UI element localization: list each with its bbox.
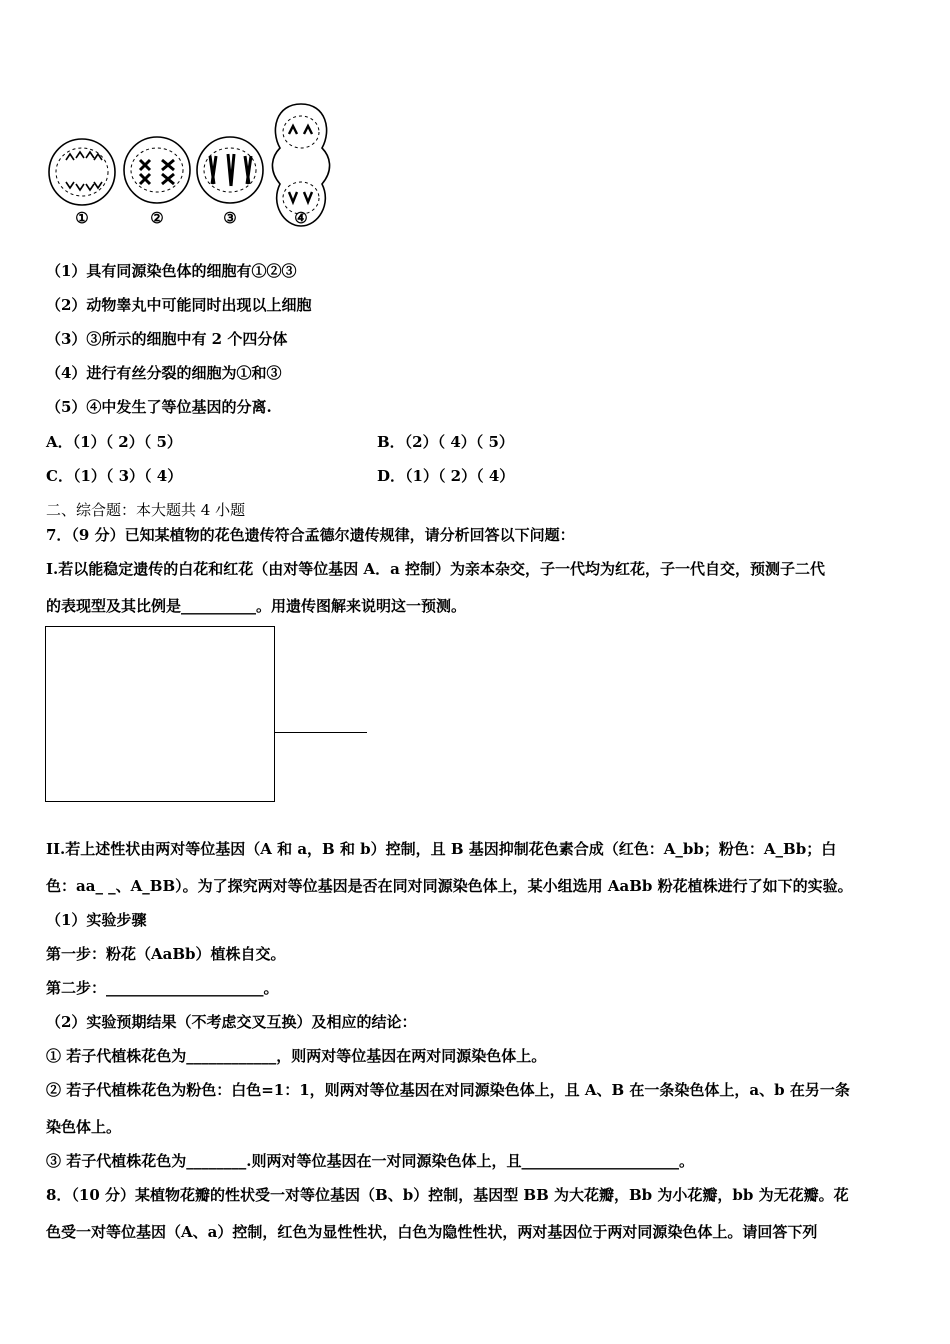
option-a[interactable]: A．（1）（ 2）（ 5） xyxy=(46,433,182,451)
statement-1: （1）具有同源染色体的细胞有①②③ xyxy=(46,262,297,280)
figure-label-1: ① xyxy=(75,209,89,227)
result-2-line1: ② 若子代植株花色为粉色：白色=1：1，则两对等位基因在对同源染色体上，且 A、B 在一条染色体上，a、b 在另一条 xyxy=(46,1081,850,1099)
cell-1 xyxy=(49,139,115,205)
step-2: 第二步：_____________________。 xyxy=(46,979,279,997)
result-2-line2: 染色体上。 xyxy=(46,1118,122,1136)
result-1: ① 若子代植株花色为____________，则两对等位基因在两对同源染色体上。 xyxy=(46,1047,547,1065)
option-d[interactable]: D．（1）（ 2）（ 4） xyxy=(377,467,515,485)
cell-4 xyxy=(272,104,329,226)
q8-line1: 8．（10 分）某植物花瓣的性状受一对等位基因（B、b）控制，基因型 BB 为大花瓣，Bb 为小花瓣，bb 为无花瓣。花 xyxy=(46,1186,849,1204)
cell-division-figure xyxy=(44,100,344,230)
cell-2 xyxy=(124,137,190,203)
statement-2: （2）动物睾丸中可能同时出现以上细胞 xyxy=(46,296,312,314)
option-c[interactable]: C．（1）（ 3）（ 4） xyxy=(46,467,183,485)
steps-heading: （1）实验步骤 xyxy=(46,911,147,929)
statement-4: （4）进行有丝分裂的细胞为①和③ xyxy=(46,364,282,382)
section-heading: 二、综合题：本大题共 4 小题 xyxy=(46,501,246,519)
cell-3 xyxy=(197,137,263,203)
q7-title: 7．（9 分）已知某植物的花色遗传符合孟德尔遗传规律，请分析回答以下问题： xyxy=(46,526,575,544)
option-b[interactable]: B．（2）（ 4）（ 5） xyxy=(377,433,514,451)
results-heading: （2）实验预期结果（不考虑交叉互换）及相应的结论： xyxy=(46,1013,417,1031)
figure-label-3: ③ xyxy=(223,209,237,227)
answer-line xyxy=(275,732,367,733)
statement-5: （5）④中发生了等位基因的分离. xyxy=(46,398,272,416)
q8-line2: 色受一对等位基因（A、a）控制，红色为显性性状，白色为隐性性状，两对基因位于两对同源染色体上。请回答下列 xyxy=(46,1223,818,1241)
q7-part2-line2: 色：aa_ _、A_BB）。为了探究两对等位基因是否在同对同源染色体上，某小组选用 AaBb 粉花植株进行了如下的实验。 xyxy=(46,877,853,895)
answer-box[interactable] xyxy=(45,626,275,802)
statement-3: （3）③所示的细胞中有 2 个四分体 xyxy=(46,330,288,348)
q7-part1-line2: 的表现型及其比例是__________。用遗传图解来说明这一预测。 xyxy=(46,597,467,615)
q7-part1-line1: I.若以能稳定遗传的白花和红花（由对等位基因 A．a 控制）为亲本杂交，子一代均为红花，子一代自交，预测子二代 xyxy=(46,560,826,578)
result-3: ③ 若子代植株花色为________.则两对等位基因在一对同源染色体上，且_____________________。 xyxy=(46,1152,694,1170)
figure-label-4: ④ xyxy=(294,209,308,227)
q7-part2-line1: II.若上述性状由两对等位基因（A 和 a，B 和 b）控制，且 B 基因抑制花色素合成（红色：A_bb；粉色：A_Bb；白 xyxy=(46,840,837,858)
figure-label-2: ② xyxy=(150,209,164,227)
step-1: 第一步：粉花（AaBb）植株自交。 xyxy=(46,945,286,963)
